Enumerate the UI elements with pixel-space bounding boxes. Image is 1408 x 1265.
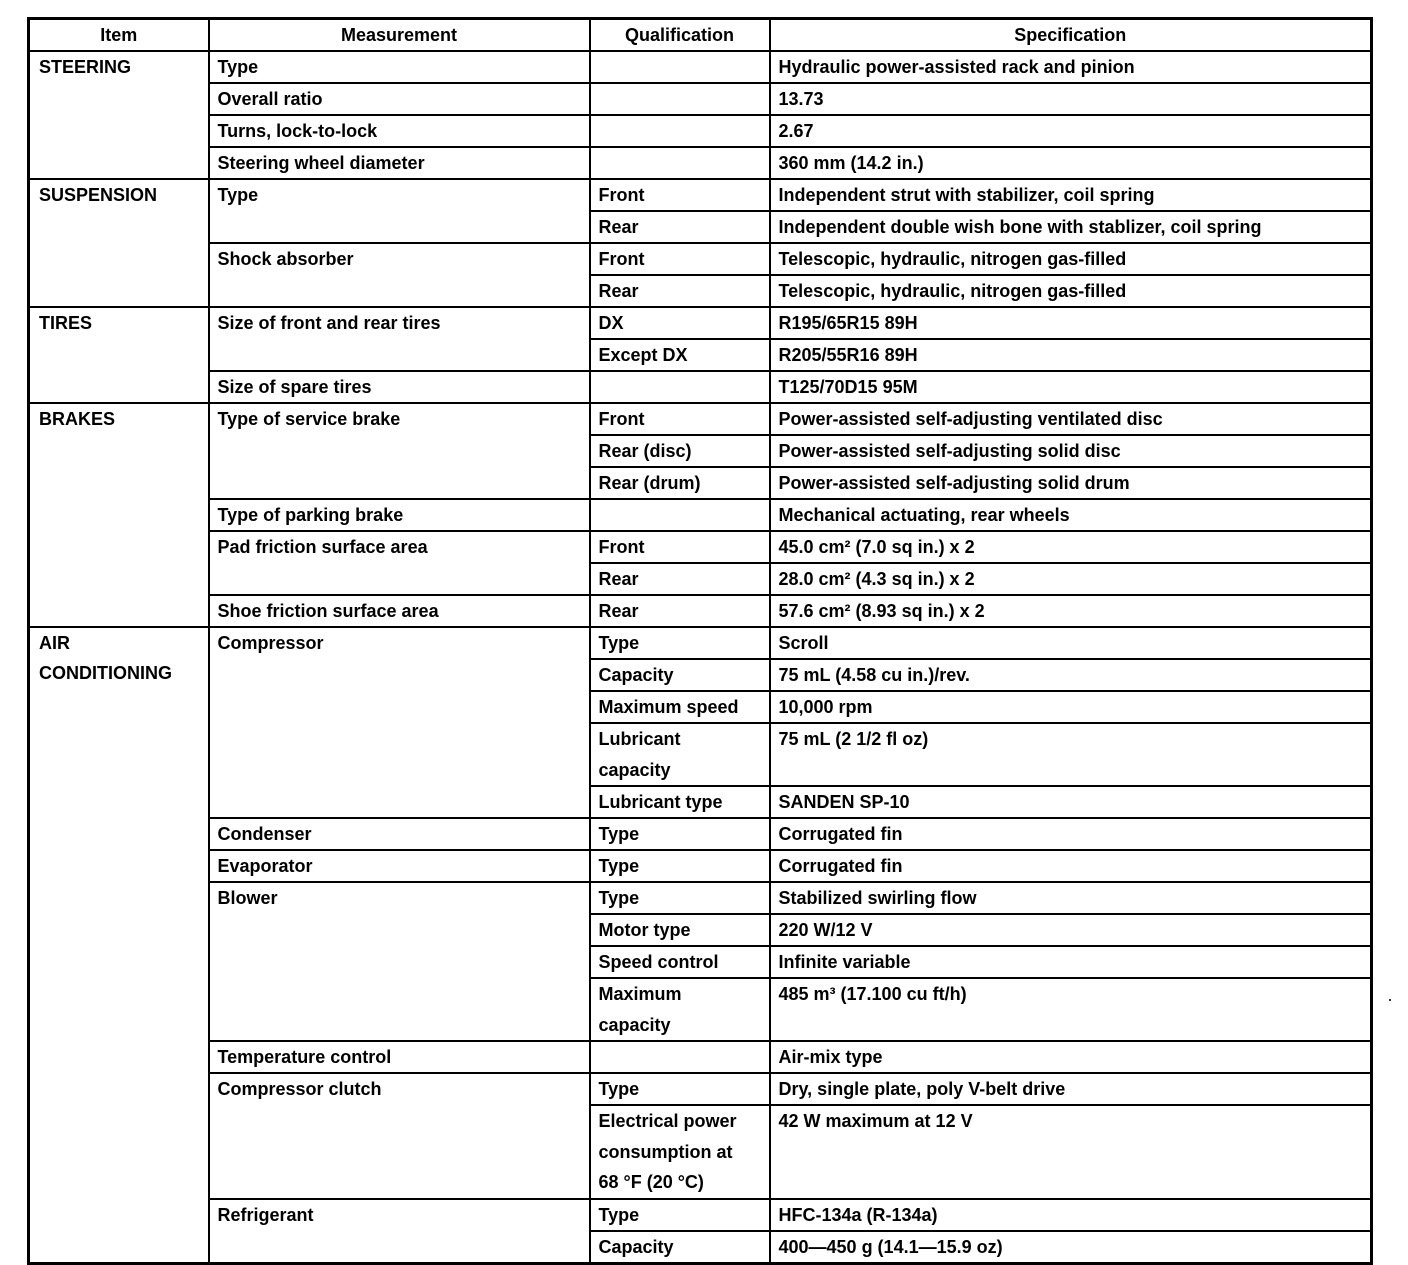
qualification-cell: Motor type <box>590 914 770 946</box>
qualification-line: consumption at <box>598 1141 733 1162</box>
qualification-cell <box>590 1041 770 1073</box>
qualification-cell <box>590 115 770 147</box>
specification-cell: 28.0 cm² (4.3 sq in.) x 2 <box>770 563 1372 595</box>
measurement-cell: Size of spare tires <box>209 371 590 403</box>
table-row <box>29 850 1372 882</box>
table-row <box>29 115 1372 147</box>
measurement-cell: Refrigerant <box>209 1199 590 1264</box>
qualification-cell <box>590 499 770 531</box>
qualification-cell: Rear <box>590 595 770 627</box>
table-row <box>29 627 1372 659</box>
measurement-cell: Overall ratio <box>209 83 590 115</box>
measurement-cell: Condenser <box>209 818 590 850</box>
qualification-cell: Speed control <box>590 946 770 978</box>
specification-cell: Scroll <box>770 627 1372 659</box>
qualification-cell: Type <box>590 850 770 882</box>
specification-cell: 45.0 cm² (7.0 sq in.) x 2 <box>770 531 1372 563</box>
qualification-cell: Capacity <box>590 1231 770 1264</box>
header-row <box>29 19 1372 52</box>
table-row <box>29 531 1372 563</box>
specification-cell: Hydraulic power-assisted rack and pinion <box>770 51 1372 83</box>
specification-cell: Air-mix type <box>770 1041 1372 1073</box>
specification-cell: 75 mL (2 1/2 fl oz) <box>770 723 1372 786</box>
qualification-cell: Type <box>590 1073 770 1105</box>
qualification-cell: Rear <box>590 563 770 595</box>
qualification-cell: Except DX <box>590 339 770 371</box>
qualification-cell <box>590 147 770 179</box>
measurement-cell: Compressor clutch <box>209 1073 590 1199</box>
measurement-cell: Shoe friction surface area <box>209 595 590 627</box>
table-row <box>29 1073 1372 1105</box>
measurement-cell: Type <box>209 179 590 243</box>
scan-speck <box>1389 999 1391 1001</box>
specification-table <box>27 17 1373 1265</box>
table-row <box>29 179 1372 211</box>
qualification-cell: DX <box>590 307 770 339</box>
measurement-cell: Turns, lock-to-lock <box>209 115 590 147</box>
specification-cell: HFC-134a (R-134a) <box>770 1199 1372 1231</box>
measurement-cell: Type of parking brake <box>209 499 590 531</box>
qualification-cell: Rear <box>590 275 770 307</box>
specification-cell: Mechanical actuating, rear wheels <box>770 499 1372 531</box>
qualification-cell: Front <box>590 531 770 563</box>
specification-cell: Stabilized swirling flow <box>770 882 1372 914</box>
qualification-cell <box>590 51 770 83</box>
specification-cell: Independent double wish bone with stablizer, coil spring <box>770 211 1372 243</box>
table-row <box>29 243 1372 275</box>
qualification-cell: Rear <box>590 211 770 243</box>
measurement-cell: Type <box>209 51 590 83</box>
table-row <box>29 371 1372 403</box>
table-row <box>29 307 1372 339</box>
table-row <box>29 595 1372 627</box>
qualification-cell: Capacity <box>590 659 770 691</box>
measurement-cell: Compressor <box>209 627 590 818</box>
measurement-cell: Evaporator <box>209 850 590 882</box>
item-air-conditioning <box>29 627 209 1263</box>
specification-cell: 400—450 g (14.1—15.9 oz) <box>770 1231 1372 1264</box>
measurement-cell: Steering wheel diameter <box>209 147 590 179</box>
specification-cell: 360 mm (14.2 in.) <box>770 147 1372 179</box>
qualification-line: 68 °F (20 °C) <box>598 1172 704 1192</box>
qualification-cell: Type <box>590 818 770 850</box>
item-steering: STEERING <box>29 51 209 179</box>
specification-cell: Corrugated fin <box>770 818 1372 850</box>
table-row <box>29 83 1372 115</box>
specification-cell: 75 mL (4.58 cu in.)/rev. <box>770 659 1372 691</box>
table-row <box>29 1041 1372 1073</box>
qualification-cell <box>590 83 770 115</box>
qualification-cell <box>590 723 770 786</box>
specification-cell: 220 W/12 V <box>770 914 1372 946</box>
specification-cell: Infinite variable <box>770 946 1372 978</box>
table-row <box>29 403 1372 435</box>
qualification-line: capacity <box>598 759 671 780</box>
qualification-cell: Type <box>590 882 770 914</box>
qualification-cell: Front <box>590 179 770 211</box>
specification-cell: Telescopic, hydraulic, nitrogen gas-filled <box>770 243 1372 275</box>
specification-cell: Dry, single plate, poly V-belt drive <box>770 1073 1372 1105</box>
qualification-line: capacity <box>598 1014 671 1035</box>
item-air-conditioning-line1: AIR <box>39 633 70 653</box>
qualification-cell: Rear (drum) <box>590 467 770 499</box>
qualification-cell: Rear (disc) <box>590 435 770 467</box>
header-specification: Specification <box>770 19 1372 52</box>
table-row <box>29 882 1372 914</box>
measurement-cell: Temperature control <box>209 1041 590 1073</box>
specification-cell: Corrugated fin <box>770 850 1372 882</box>
qualification-cell: Type <box>590 627 770 659</box>
table-row <box>29 147 1372 179</box>
measurement-cell: Blower <box>209 882 590 1041</box>
header-item: Item <box>29 19 209 52</box>
measurement-cell: Type of service brake <box>209 403 590 499</box>
qualification-cell: Lubricant type <box>590 786 770 818</box>
table-row <box>29 51 1372 83</box>
measurement-cell: Size of front and rear tires <box>209 307 590 371</box>
qualification-cell: Front <box>590 243 770 275</box>
item-air-conditioning-line2: CONDITIONING <box>39 663 172 683</box>
specification-cell: 13.73 <box>770 83 1372 115</box>
measurement-cell: Pad friction surface area <box>209 531 590 595</box>
specification-cell: SANDEN SP-10 <box>770 786 1372 818</box>
specification-cell: T125/70D15 95M <box>770 371 1372 403</box>
header-measurement: Measurement <box>209 19 590 52</box>
specification-cell: Independent strut with stabilizer, coil spring <box>770 179 1372 211</box>
table-row <box>29 818 1372 850</box>
qualification-cell <box>590 371 770 403</box>
specification-cell: R195/65R15 89H <box>770 307 1372 339</box>
qualification-line: Electrical power <box>598 1111 737 1131</box>
table-row <box>29 1199 1372 1231</box>
item-tires: TIRES <box>29 307 209 403</box>
qualification-cell: Type <box>590 1199 770 1231</box>
specification-cell: Power-assisted self-adjusting solid disc <box>770 435 1372 467</box>
specification-cell: Power-assisted self-adjusting ventilated disc <box>770 403 1372 435</box>
qualification-cell <box>590 978 770 1041</box>
specification-cell: 485 m³ (17.100 cu ft/h) <box>770 978 1372 1041</box>
item-brakes: BRAKES <box>29 403 209 627</box>
qualification-cell: Maximum speed <box>590 691 770 723</box>
specification-cell: 10,000 rpm <box>770 691 1372 723</box>
specification-cell: Telescopic, hydraulic, nitrogen gas-filled <box>770 275 1372 307</box>
qualification-line: Maximum <box>598 984 682 1004</box>
header-qualification: Qualification <box>590 19 770 52</box>
qualification-line: Lubricant <box>598 729 681 749</box>
specification-cell: Power-assisted self-adjusting solid drum <box>770 467 1372 499</box>
specification-cell: 57.6 cm² (8.93 sq in.) x 2 <box>770 595 1372 627</box>
measurement-cell: Shock absorber <box>209 243 590 307</box>
specification-cell: 2.67 <box>770 115 1372 147</box>
item-suspension: SUSPENSION <box>29 179 209 307</box>
table-row <box>29 499 1372 531</box>
specification-cell: R205/55R16 89H <box>770 339 1372 371</box>
qualification-cell: Front <box>590 403 770 435</box>
specification-cell: 42 W maximum at 12 V <box>770 1105 1372 1199</box>
qualification-cell <box>590 1105 770 1199</box>
